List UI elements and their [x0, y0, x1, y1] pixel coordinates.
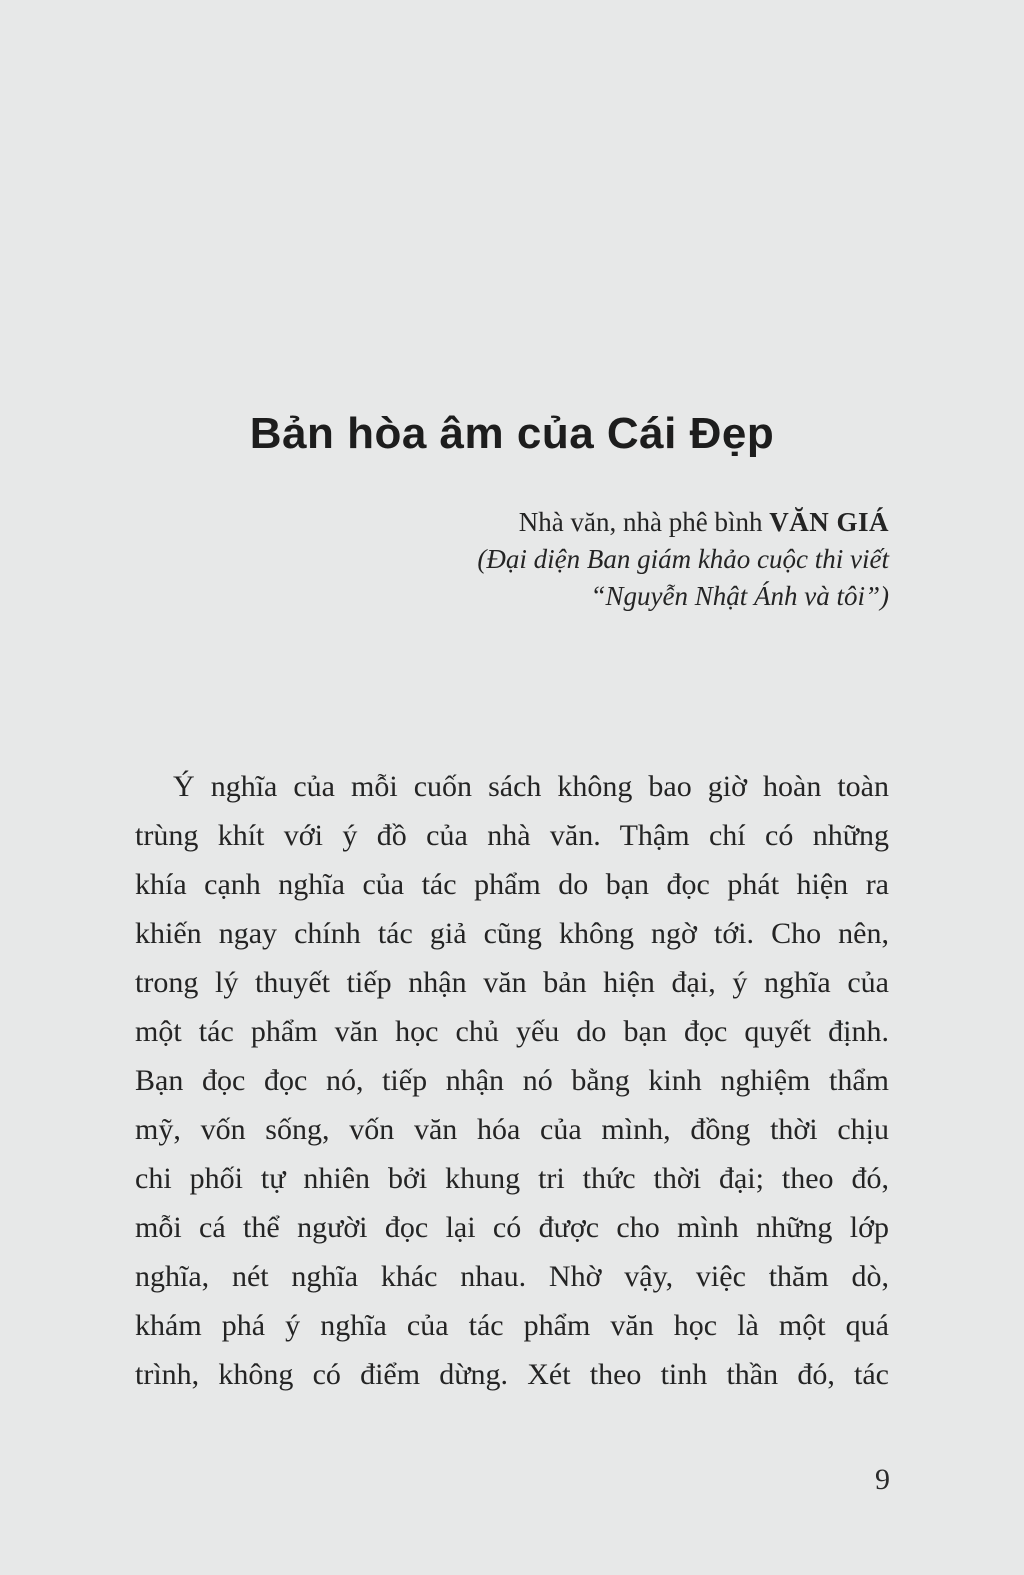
- byline-author: VĂN GIÁ: [769, 507, 889, 537]
- body-line: khám phá ý nghĩa của tác phẩm văn học là một quá: [135, 1309, 889, 1342]
- body-line: Ý nghĩa của mỗi cuốn sách không bao giờ hoàn toàn: [173, 770, 889, 803]
- body-line: Bạn đọc đọc nó, tiếp nhận nó bằng kinh nghiệm thẩm: [135, 1064, 889, 1097]
- body-line: trong lý thuyết tiếp nhận văn bản hiện đại, ý nghĩa của: [135, 966, 889, 999]
- body-line: mỹ, vốn sống, vốn văn hóa của mình, đồng thời chịu: [135, 1113, 889, 1146]
- body-line: trùng khít với ý đồ của nhà văn. Thậm chí có những: [135, 819, 889, 852]
- body-line: chi phối tự nhiên bởi khung tri thức thời đại; theo đó,: [135, 1162, 889, 1195]
- body-line: một tác phẩm văn học chủ yếu do bạn đọc quyết định.: [135, 1015, 889, 1048]
- body-line: khiến ngay chính tác giả cũng không ngờ tới. Cho nên,: [135, 917, 889, 950]
- byline-role-line-2: “Nguyễn Nhật Ánh và tôi”): [590, 581, 889, 611]
- page-title: Bản hòa âm của Cái Đẹp: [249, 409, 775, 458]
- body-line: nghĩa, nét nghĩa khác nhau. Nhờ vậy, việc thăm dò,: [135, 1260, 889, 1293]
- byline-role-line-1: (Đại diện Ban giám khảo cuộc thi viết: [477, 544, 889, 574]
- body-line: trình, không có điểm dừng. Xét theo tinh thần đó, tác: [135, 1358, 889, 1391]
- byline-prefix: Nhà văn, nhà phê bình: [518, 507, 770, 537]
- byline-block: [189, 504, 889, 615]
- body-paragraph: [135, 762, 889, 1399]
- byline-author-line: [189, 504, 889, 541]
- page-number: 9: [875, 1463, 890, 1496]
- body-line: khía cạnh nghĩa của tác phẩm do bạn đọc phát hiện ra: [135, 868, 889, 901]
- body-line: mỗi cá thể người đọc lại có được cho mình những lớp: [135, 1211, 889, 1244]
